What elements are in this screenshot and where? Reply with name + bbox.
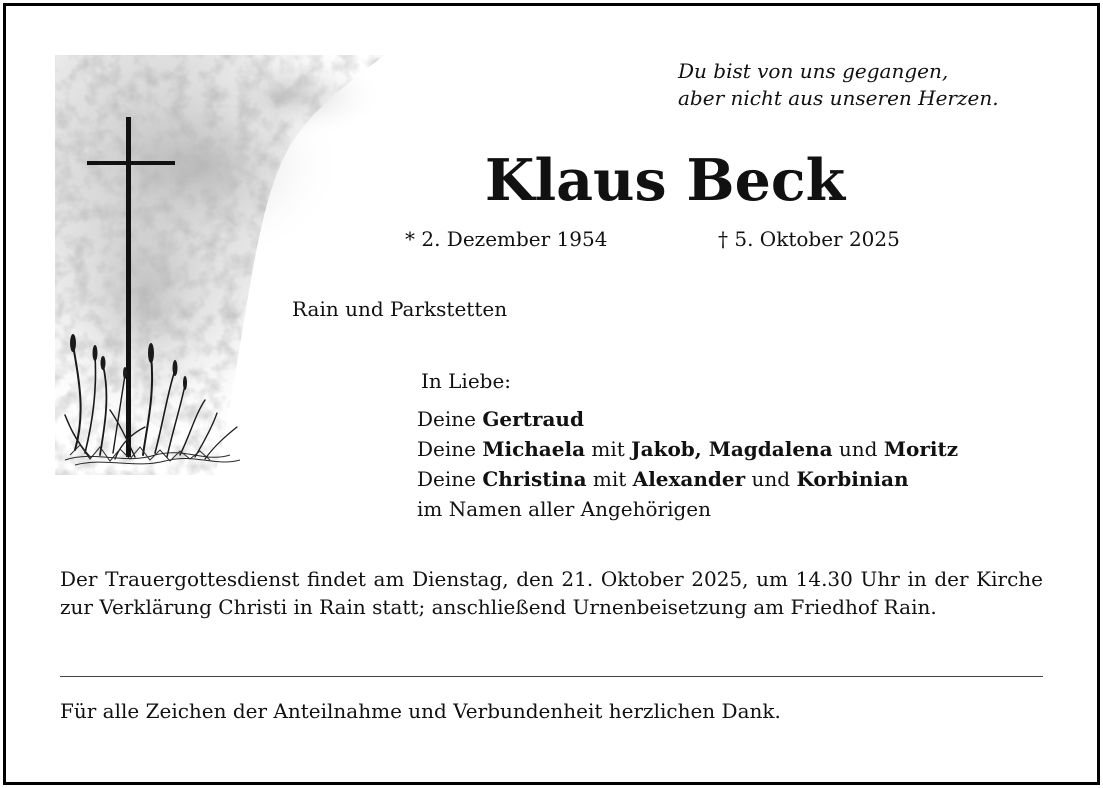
- divider: [60, 676, 1043, 677]
- quote-line-1: Du bist von uns gegangen,: [678, 59, 949, 83]
- mourner-text: mit: [586, 467, 633, 491]
- place-of-residence: Rain und Parkstetten: [292, 297, 508, 321]
- mourner-text: Deine: [417, 467, 483, 491]
- mourner-name: Alexander: [632, 467, 746, 491]
- mourner-name: Korbinian: [796, 467, 909, 491]
- mourner-text: und: [832, 437, 884, 461]
- mourner-text: im Namen aller Angehörigen: [417, 497, 712, 521]
- quote-line-2: aber nicht aus unseren Herzen.: [678, 86, 999, 110]
- mourner-line: [417, 464, 958, 494]
- mourner-name: Gertraud: [482, 407, 584, 431]
- thanks-note: Für alle Zeichen der Anteilnahme und Verbundenheit herzlichen Dank.: [60, 699, 781, 723]
- cross-with-grass-icon: [55, 55, 395, 495]
- mourner-name: Jakob, Magdalena: [631, 437, 833, 461]
- service-announcement: Der Trauergottesdienst findet am Dienstag, den 21. Oktober 2025, um 14.30 Uhr in der Kirche zur Verklärung Christi in Rain statt; anschließend Urnenbeisetzung am Friedhof Rain.: [60, 567, 1043, 619]
- mourner-text: Deine: [417, 407, 483, 431]
- mourner-text: und: [745, 467, 797, 491]
- death-date: † 5. Oktober 2025: [718, 227, 900, 251]
- mourner-line: [417, 434, 958, 464]
- deceased-name: Klaus Beck: [484, 147, 846, 214]
- mourner-text: mit: [585, 437, 632, 461]
- birth-date: * 2. Dezember 1954: [405, 227, 608, 251]
- mourner-line: [417, 494, 958, 524]
- quote: [678, 58, 999, 112]
- mourners-list: [417, 404, 958, 524]
- mourner-text: Deine: [417, 437, 483, 461]
- mourner-line: [417, 404, 958, 434]
- texture-background: [55, 55, 385, 475]
- mourner-name: Moritz: [883, 437, 959, 461]
- in-love-heading: In Liebe:: [421, 369, 512, 393]
- mourner-name: Michaela: [482, 437, 586, 461]
- mourner-name: Christina: [482, 467, 587, 491]
